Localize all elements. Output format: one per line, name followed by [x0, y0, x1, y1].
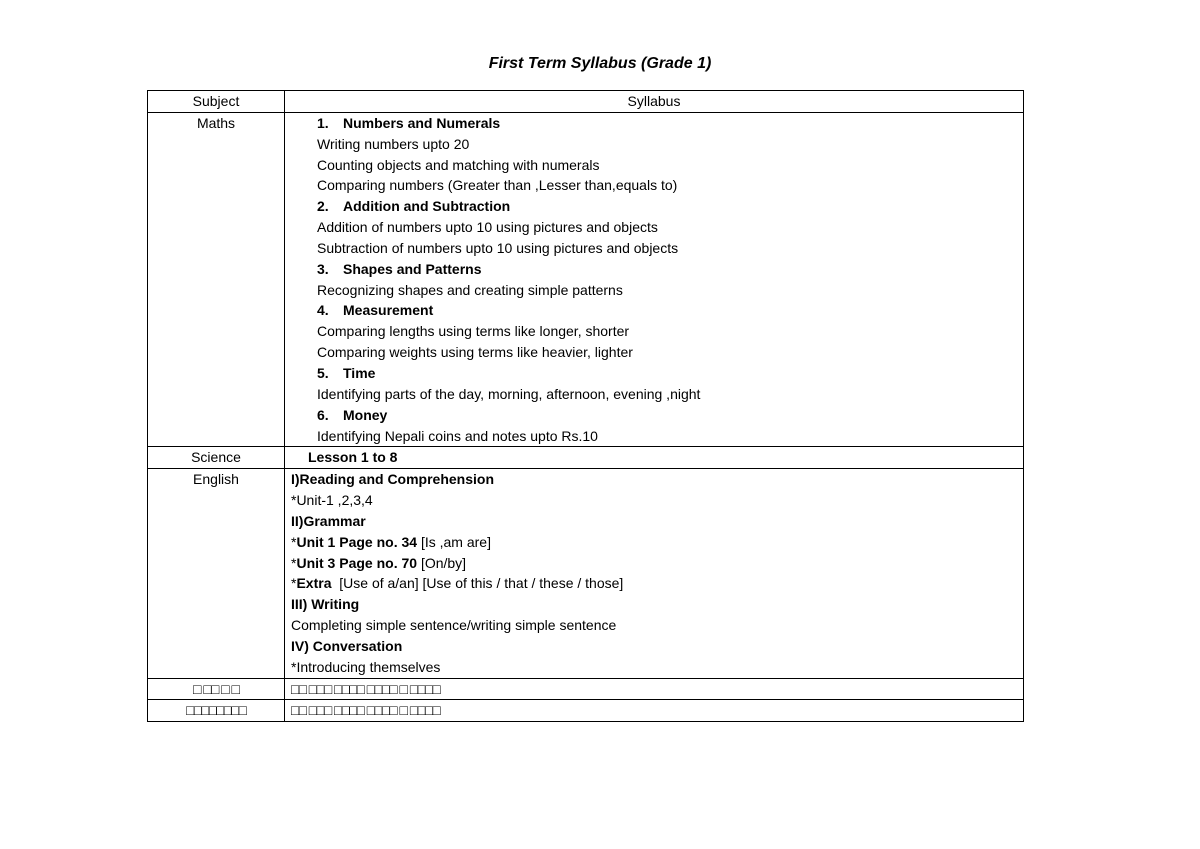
maths-item: Comparing numbers (Greater than ,Lesser than,equals to) — [317, 177, 678, 194]
maths-content-cell — [285, 112, 1024, 447]
english-item: *Introducing themselves — [291, 658, 441, 675]
maths-section-heading: 6. Money — [317, 406, 388, 423]
maths-item: Addition of numbers upto 10 using pictures and objects — [317, 219, 658, 236]
english-row — [148, 469, 1024, 678]
science-row — [148, 447, 1024, 469]
english-subject-cell: English — [148, 469, 285, 678]
maths-item: Identifying Nepali coins and notes upto Rs.10 — [317, 427, 598, 444]
syllabus-table — [147, 90, 1024, 722]
maths-section-list — [285, 113, 1023, 447]
nepali-row — [148, 678, 1024, 700]
science-content: Lesson 1 to 8 — [308, 449, 398, 466]
maths-item: Recognizing shapes and creating simple patterns — [317, 281, 623, 298]
nepali-content-cell — [285, 678, 1024, 700]
english-section-heading: IV) Conversation — [291, 637, 403, 654]
maths-subject-cell: Maths — [148, 112, 285, 447]
table-header-row — [148, 91, 1024, 113]
nepali-row-2 — [148, 700, 1024, 722]
english-section-heading: III) Writing — [291, 596, 360, 613]
nepali-content-2: □□ □□□ □□□□ □□□□ □ □□□□ — [291, 702, 440, 719]
maths-section-heading: 4. Measurement — [317, 302, 434, 319]
english-item: Completing simple sentence/writing simple sentence — [291, 617, 617, 634]
maths-item: Comparing weights using terms like heavier, lighter — [317, 344, 633, 361]
science-content-cell — [285, 447, 1024, 469]
header-subject: Subject — [148, 91, 285, 113]
english-item: *Unit 1 Page no. 34 [Is ,am are] — [291, 533, 491, 550]
maths-item: Writing numbers upto 20 — [317, 135, 470, 152]
maths-item: Comparing lengths using terms like longer, shorter — [317, 323, 630, 340]
nepali-subject-cell: □ □□ □ □ — [148, 678, 285, 700]
english-content — [285, 469, 1023, 677]
header-syllabus: Syllabus — [285, 91, 1024, 113]
english-content-cell — [285, 469, 1024, 678]
english-section-heading: II)Grammar — [291, 512, 366, 529]
english-item: *Unit 3 Page no. 70 [On/by] — [291, 554, 467, 571]
nepali-content: □□ □□□ □□□□ □□□□ □ □□□□ — [291, 680, 440, 697]
nepali-content-cell-2 — [285, 700, 1024, 722]
document-title: First Term Syllabus (Grade 1) — [488, 55, 712, 72]
english-item: *Extra [Use of a/an] [Use of this / that / these / those] — [291, 575, 624, 592]
nepali-subject-cell-2: □□□□□□□□ — [148, 700, 285, 722]
maths-section-heading: 1. Numbers and Numerals — [317, 114, 501, 131]
maths-item: Subtraction of numbers upto 10 using pictures and objects — [317, 239, 679, 256]
maths-row — [148, 112, 1024, 447]
maths-item: Counting objects and matching with numerals — [317, 156, 600, 173]
maths-section-heading: 5. Time — [317, 364, 376, 381]
science-subject-cell: Science — [148, 447, 285, 469]
english-item: *Unit-1 ,2,3,4 — [291, 492, 373, 509]
maths-section-heading: 3. Shapes and Patterns — [317, 260, 482, 277]
english-section-heading: I)Reading and Comprehension — [291, 471, 495, 488]
maths-item: Identifying parts of the day, morning, afternoon, evening ,night — [317, 385, 701, 402]
maths-section-heading: 2. Addition and Subtraction — [317, 198, 511, 215]
